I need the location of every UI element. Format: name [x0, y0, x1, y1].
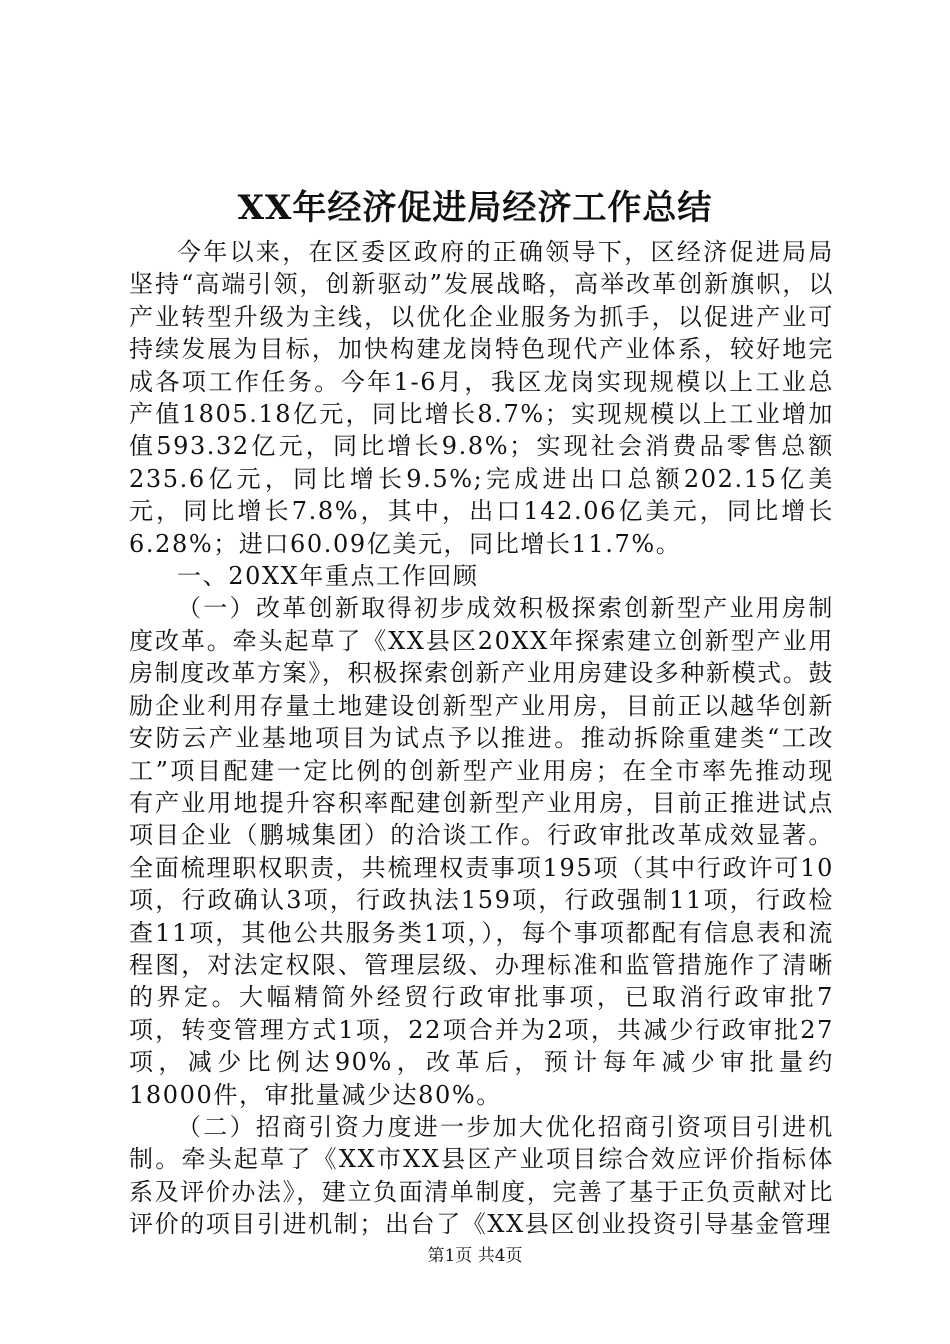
document-body — [129, 236, 834, 1241]
intro-paragraph: 今年以来，在区委区政府的正确领导下，区经济促进局局坚持“高端引领，创新驱动”发展战略，高举改革创新旗帜，以产业转型升级为主线，以优化企业服务为抓手，以促进产业可持续发展为目标，加快构建龙岗特色现代产业体系，较好地完成各项工作任务。今年1-6月，我区龙岗实现规模以上工业总产值1805.18亿元，同比增长8.7%；实现规模以上工业增加值593.32亿元，同比增长9.8%；实现社会消费品零售总额235.6亿元，同比增长9.5%;完成进出口总额202.15亿美元，同比增长7.8%，其中，出口142.06亿美元，同比增长6.28%；进口60.09亿美元，同比增长11.7%。 — [129, 238, 834, 558]
subsection-paragraph-1: （一）改革创新取得初步成效积极探索创新型产业用房制度改革。牵头起草了《XX县区20XX年探索建立创新型产业用房制度改革方案》，积极探索创新产业用房建设多种新模式。鼓励企业利用存量土地建设创新型产业用房，目前正以越华创新安防云产业基地项目为试点予以推进。推动拆除重建类“工改工”项目配建一定比例的创新型产业用房；在全市率先推动现有产业用地提升容积率配建创新型产业用房，目前正推进试点项目企业（鹏城集团）的洽谈工作。行政审批改革成效显著。全面梳理职权职责，共梳理权责事项195项（其中行政许可10项，行政确认3项，行政执法159项，行政强制11项，行政检查11项，其他公共服务类1项，），每个事项都配有信息表和流程图，对法定权限、管理层级、办理标准和监管措施作了清晰的界定。大幅精简外经贸行政审批事项，已取消行政审批7项，转变管理方式1项，22项合并为2项，共减少行政审批27项，减少比例达90%，改革后，预计每年减少审批量约18000件，审批量减少达80%。 — [129, 594, 834, 1109]
section-heading: 一、20XX年重点工作回顾 — [177, 562, 479, 591]
page-number: 第1页 共4页 — [427, 1246, 523, 1266]
subsection-paragraph-2: （二）招商引资力度进一步加大优化招商引资项目引进机制。牵头起草了《XX市XX县区产业项目综合效应评价指标体系及评价办法》，建立负面清单制度，完善了基于正负贡献对比评价的项目引进机制；出台了《XX县区创业投资引导基金管理 — [129, 1112, 834, 1239]
document-title: XX年经济促进局经济工作总结 — [237, 188, 713, 228]
